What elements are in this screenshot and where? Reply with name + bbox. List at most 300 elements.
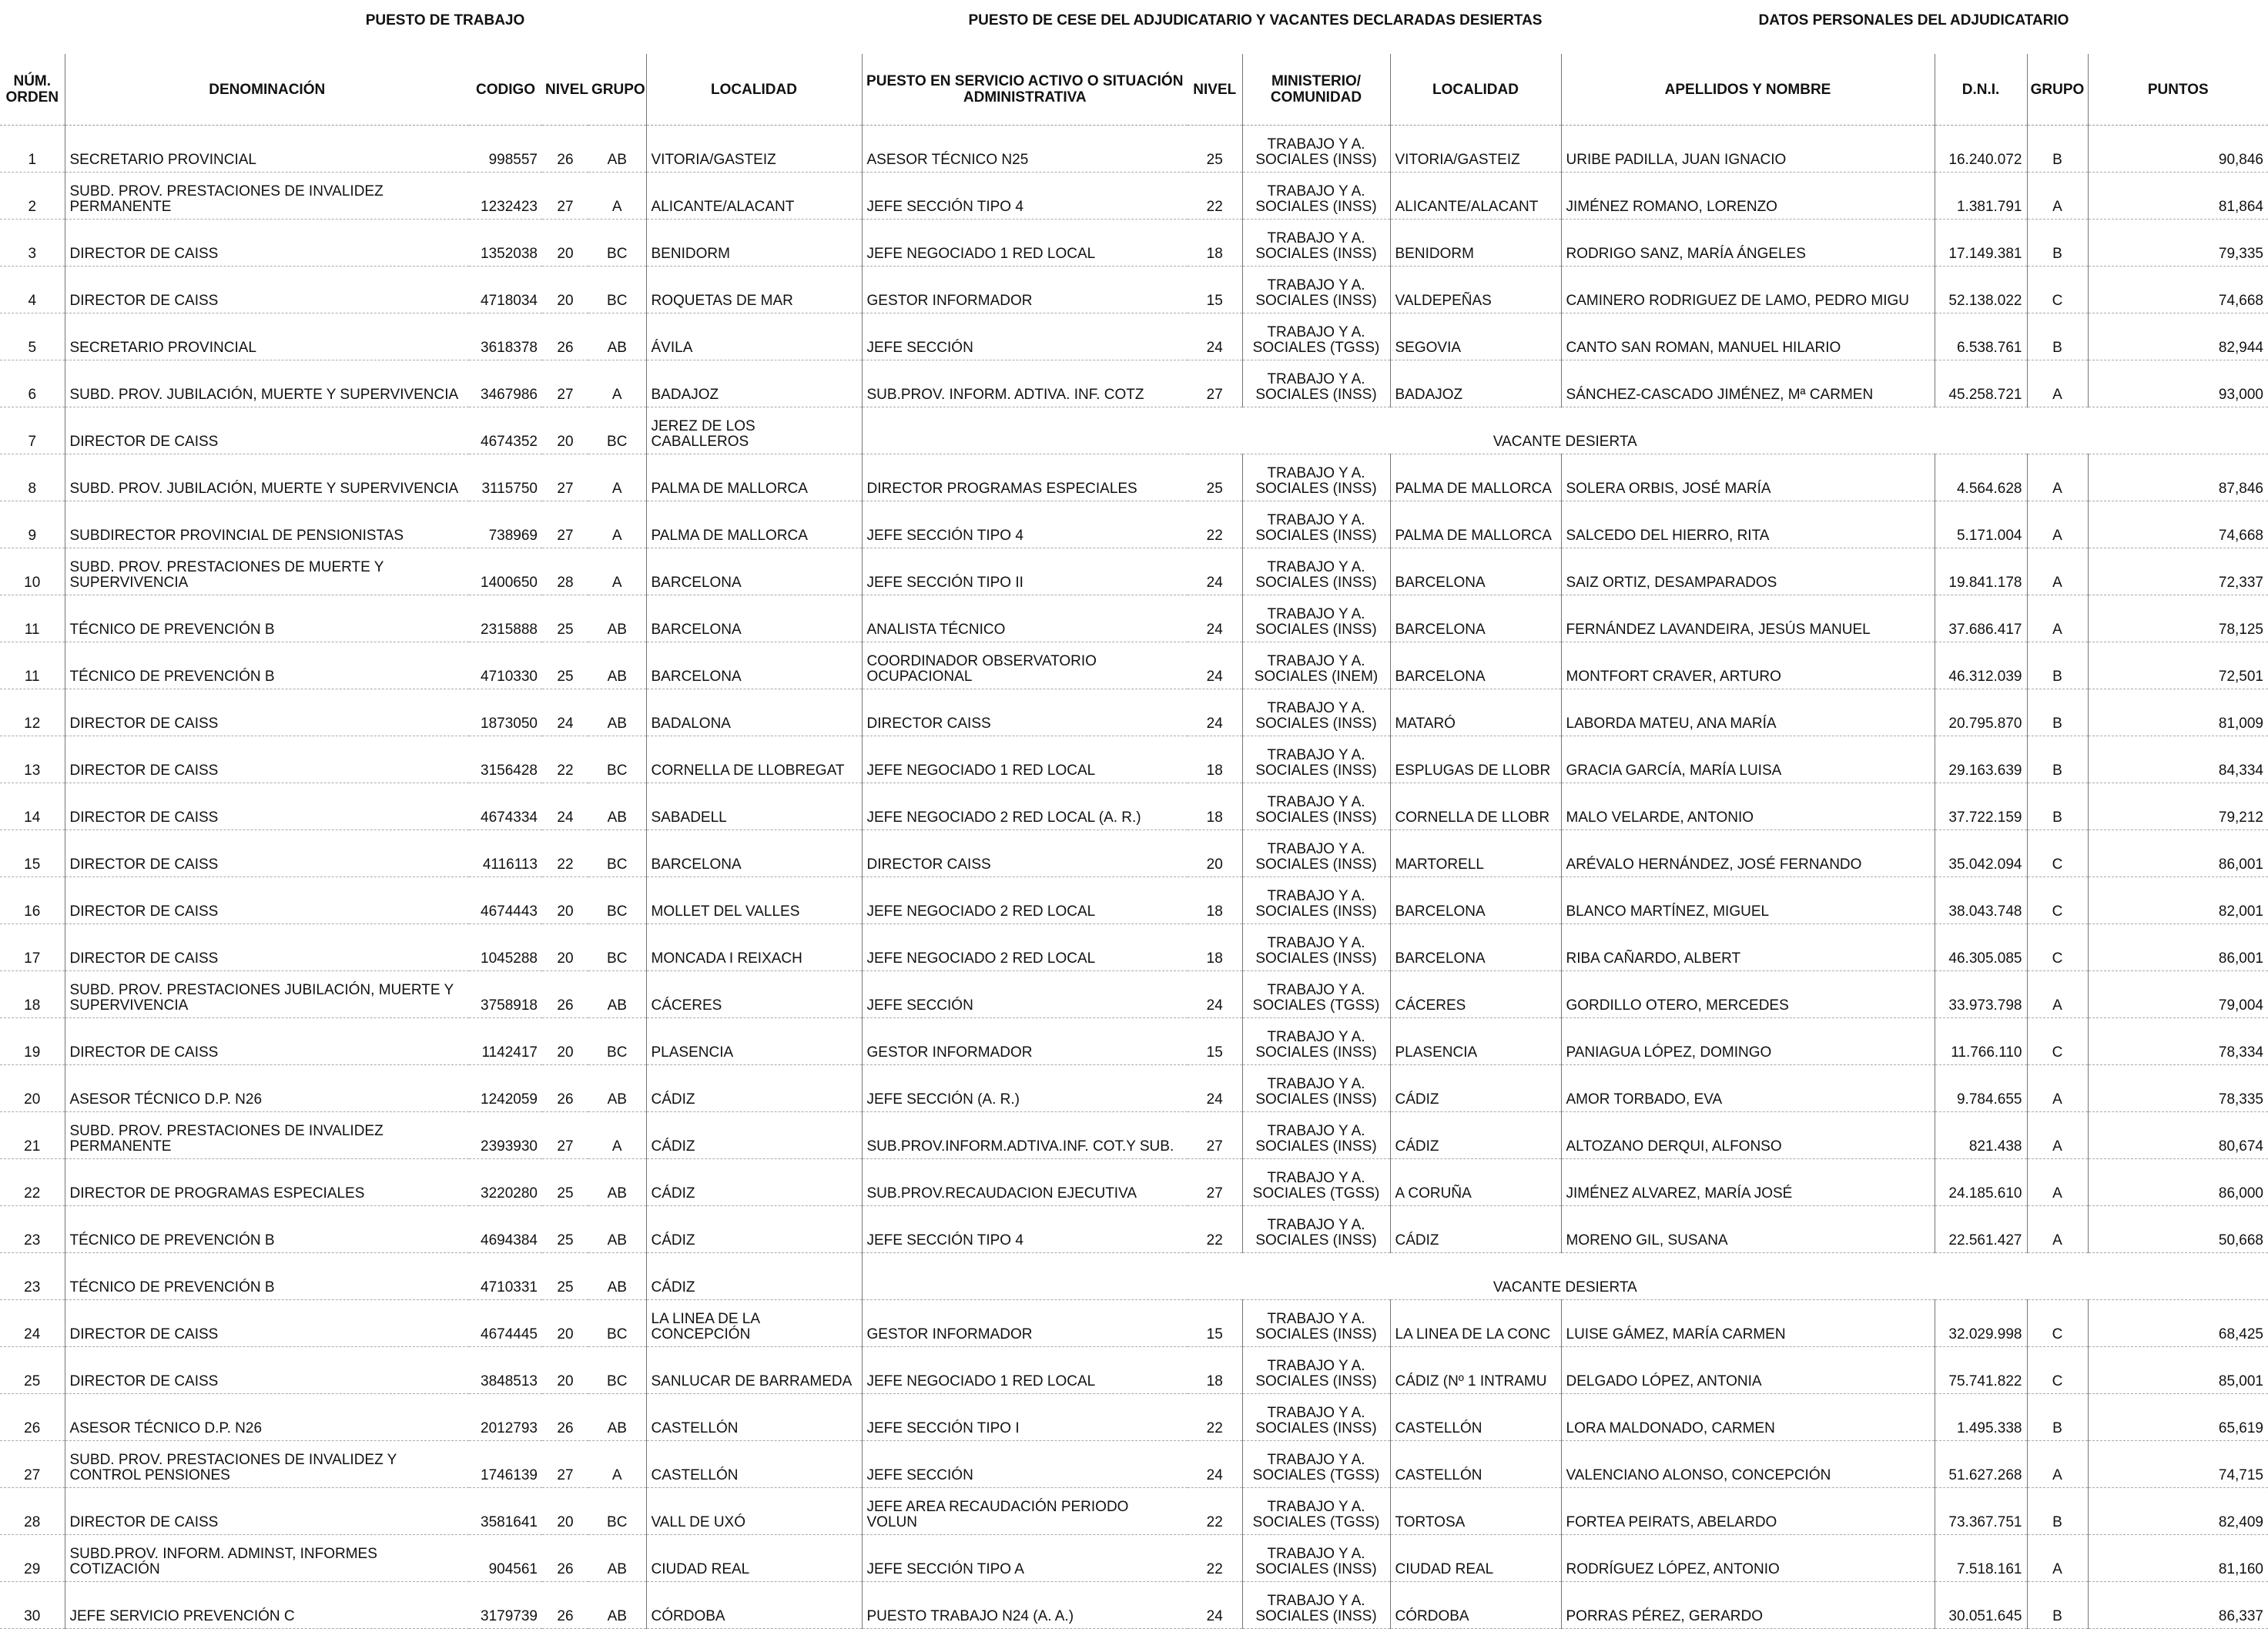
cell-localidad-cese: CÁDIZ: [1390, 1112, 1561, 1159]
cell-dni: 1.495.338: [1935, 1394, 2027, 1441]
cell-puesto-servicio: GESTOR INFORMADOR: [862, 266, 1188, 313]
cell-dni: 1.381.791: [1935, 173, 2027, 220]
cell-grupo-adjudicatario: A: [2027, 1206, 2088, 1253]
cell-localidad-cese: BARCELONA: [1390, 877, 1561, 924]
cell-denominacion: SUBD. PROV. PRESTACIONES JUBILACIÓN, MUERTE Y SUPERVIVENCIA: [65, 971, 469, 1018]
cell-dni: 24.185.610: [1935, 1159, 2027, 1206]
cell-localidad: CIUDAD REAL: [646, 1535, 862, 1582]
cell-codigo: 1045288: [469, 924, 542, 971]
table-row: [0, 173, 2268, 220]
cell-codigo: 3156428: [469, 736, 542, 783]
cell-localidad: ALICANTE/ALACANT: [646, 173, 862, 220]
cell-dni: 32.029.998: [1935, 1300, 2027, 1347]
cell-puntos: 78,125: [2088, 595, 2268, 642]
cell-apellidos-nombre: SÁNCHEZ-CASCADO JIMÉNEZ, Mª CARMEN: [1561, 360, 1935, 407]
cell-grupo-adjudicatario: C: [2027, 1300, 2088, 1347]
table-row: [0, 1159, 2268, 1206]
table-row: [0, 1253, 2268, 1300]
table-body: [0, 126, 2268, 1629]
cell-grupo: AB: [588, 313, 646, 360]
cell-denominacion: TÉCNICO DE PREVENCIÓN B: [65, 595, 469, 642]
cell-puntos: 81,864: [2088, 173, 2268, 220]
cell-num-orden: 22: [0, 1159, 65, 1206]
cell-puesto-servicio: JEFE NEGOCIADO 2 RED LOCAL (A. R.): [862, 783, 1188, 830]
cell-localidad-cese: CÓRDOBA: [1390, 1582, 1561, 1629]
cell-denominacion: ASESOR TÉCNICO D.P. N26: [65, 1394, 469, 1441]
cell-ministerio: TRABAJO Y A. SOCIALES (INSS): [1242, 1112, 1390, 1159]
header-nivel: NIVEL: [542, 54, 588, 126]
cell-nivel: 26: [542, 1065, 588, 1112]
cell-apellidos-nombre: ALTOZANO DERQUI, ALFONSO: [1561, 1112, 1935, 1159]
cell-nivel-cese: 24: [1188, 313, 1242, 360]
cell-dni: 16.240.072: [1935, 126, 2027, 173]
header-dni: D.N.I.: [1935, 54, 2027, 126]
cell-nivel: 26: [542, 1394, 588, 1441]
cell-grupo: BC: [588, 1018, 646, 1065]
cell-localidad: VITORIA/GASTEIZ: [646, 126, 862, 173]
cell-codigo: 3581641: [469, 1488, 542, 1535]
cell-codigo: 2393930: [469, 1112, 542, 1159]
cell-localidad: JEREZ DE LOS CABALLEROS: [646, 407, 862, 454]
cell-codigo: 3179739: [469, 1582, 542, 1629]
cell-ministerio: TRABAJO Y A. SOCIALES (INSS): [1242, 1394, 1390, 1441]
cell-apellidos-nombre: JIMÉNEZ ALVAREZ, MARÍA JOSÉ: [1561, 1159, 1935, 1206]
cell-puesto-servicio: ASESOR TÉCNICO N25: [862, 126, 1188, 173]
cell-nivel-cese: 22: [1188, 501, 1242, 548]
table-row: [0, 1394, 2268, 1441]
cell-codigo: 4710330: [469, 642, 542, 689]
cell-ministerio: TRABAJO Y A. SOCIALES (INSS): [1242, 173, 1390, 220]
cell-codigo: 4116113: [469, 830, 542, 877]
cell-localidad-cese: A CORUÑA: [1390, 1159, 1561, 1206]
cell-puntos: 86,337: [2088, 1582, 2268, 1629]
cell-ministerio: TRABAJO Y A. SOCIALES (TGSS): [1242, 971, 1390, 1018]
table-row: [0, 126, 2268, 173]
cell-puesto-servicio: SUB.PROV.RECAUDACION EJECUTIVA: [862, 1159, 1188, 1206]
cell-grupo-adjudicatario: A: [2027, 595, 2088, 642]
table-row: [0, 689, 2268, 736]
cell-puesto-servicio: GESTOR INFORMADOR: [862, 1018, 1188, 1065]
cell-dni: 20.795.870: [1935, 689, 2027, 736]
cell-denominacion: TÉCNICO DE PREVENCIÓN B: [65, 1206, 469, 1253]
cell-grupo-adjudicatario: B: [2027, 689, 2088, 736]
cell-nivel: 25: [542, 1206, 588, 1253]
cell-nivel: 20: [542, 877, 588, 924]
cell-puntos: 74,668: [2088, 501, 2268, 548]
cell-dni: 46.305.085: [1935, 924, 2027, 971]
cell-num-orden: 30: [0, 1582, 65, 1629]
cell-localidad-cese: ESPLUGAS DE LLOBR: [1390, 736, 1561, 783]
cell-nivel-cese: 20: [1188, 830, 1242, 877]
cell-grupo: BC: [588, 924, 646, 971]
cell-grupo: AB: [588, 126, 646, 173]
cell-localidad: BARCELONA: [646, 642, 862, 689]
cell-nivel: 24: [542, 783, 588, 830]
cell-num-orden: 14: [0, 783, 65, 830]
cell-dni: 52.138.022: [1935, 266, 2027, 313]
cell-dni: 33.973.798: [1935, 971, 2027, 1018]
cell-nivel-cese: 24: [1188, 971, 1242, 1018]
cell-ministerio: TRABAJO Y A. SOCIALES (TGSS): [1242, 1441, 1390, 1488]
cell-localidad: BADAJOZ: [646, 360, 862, 407]
cell-nivel-cese: 18: [1188, 783, 1242, 830]
cell-puntos: 74,668: [2088, 266, 2268, 313]
cell-ministerio: TRABAJO Y A. SOCIALES (INEM): [1242, 642, 1390, 689]
cell-ministerio: TRABAJO Y A. SOCIALES (INSS): [1242, 1065, 1390, 1112]
cell-puntos: 79,004: [2088, 971, 2268, 1018]
cell-grupo: BC: [588, 1488, 646, 1535]
cell-grupo-adjudicatario: C: [2027, 877, 2088, 924]
cell-puesto-servicio: JEFE NEGOCIADO 2 RED LOCAL: [862, 877, 1188, 924]
cell-denominacion: SUBD. PROV. PRESTACIONES DE INVALIDEZ Y CONTROL PENSIONES: [65, 1441, 469, 1488]
cell-localidad: ROQUETAS DE MAR: [646, 266, 862, 313]
table-header-row: [0, 54, 2268, 126]
cell-localidad: BARCELONA: [646, 548, 862, 595]
cell-grupo: AB: [588, 783, 646, 830]
cell-nivel: 27: [542, 1441, 588, 1488]
header-ministerio: MINISTERIO/ COMUNIDAD: [1242, 54, 1390, 126]
cell-codigo: 3848513: [469, 1347, 542, 1394]
table-row: [0, 220, 2268, 266]
cell-dni: 29.163.639: [1935, 736, 2027, 783]
cell-denominacion: DIRECTOR DE PROGRAMAS ESPECIALES: [65, 1159, 469, 1206]
cell-num-orden: 4: [0, 266, 65, 313]
cell-nivel-cese: 15: [1188, 266, 1242, 313]
cell-nivel: 25: [542, 1253, 588, 1300]
cell-localidad-cese: BARCELONA: [1390, 548, 1561, 595]
cell-puntos: 86,001: [2088, 830, 2268, 877]
cell-ministerio: TRABAJO Y A. SOCIALES (TGSS): [1242, 313, 1390, 360]
cell-grupo: AB: [588, 1206, 646, 1253]
cell-localidad-cese: PLASENCIA: [1390, 1018, 1561, 1065]
cell-codigo: 738969: [469, 501, 542, 548]
cell-denominacion: TÉCNICO DE PREVENCIÓN B: [65, 642, 469, 689]
cell-ministerio: TRABAJO Y A. SOCIALES (INSS): [1242, 924, 1390, 971]
cell-nivel-cese: 18: [1188, 220, 1242, 266]
cell-nivel-cese: 24: [1188, 642, 1242, 689]
cell-grupo: A: [588, 454, 646, 501]
cell-puntos: 81,160: [2088, 1535, 2268, 1582]
cell-nivel: 22: [542, 736, 588, 783]
cell-apellidos-nombre: RIBA CAÑARDO, ALBERT: [1561, 924, 1935, 971]
cell-nivel-cese: 22: [1188, 1206, 1242, 1253]
cell-nivel-cese: 27: [1188, 1159, 1242, 1206]
cell-localidad-cese: MARTORELL: [1390, 830, 1561, 877]
cell-nivel: 20: [542, 407, 588, 454]
cell-grupo-adjudicatario: A: [2027, 454, 2088, 501]
cell-nivel: 27: [542, 1112, 588, 1159]
cell-puesto-servicio: DIRECTOR PROGRAMAS ESPECIALES: [862, 454, 1188, 501]
cell-grupo-adjudicatario: B: [2027, 1488, 2088, 1535]
cell-codigo: 3467986: [469, 360, 542, 407]
cell-localidad-cese: ALICANTE/ALACANT: [1390, 173, 1561, 220]
header-apellidos-nombre: APELLIDOS Y NOMBRE: [1561, 54, 1935, 126]
cell-ministerio: TRABAJO Y A. SOCIALES (INSS): [1242, 877, 1390, 924]
cell-num-orden: 3: [0, 220, 65, 266]
cell-num-orden: 16: [0, 877, 65, 924]
cell-dni: 5.171.004: [1935, 501, 2027, 548]
cell-ministerio: TRABAJO Y A. SOCIALES (INSS): [1242, 1300, 1390, 1347]
cell-puntos: 82,001: [2088, 877, 2268, 924]
cell-grupo: BC: [588, 1347, 646, 1394]
cell-denominacion: SECRETARIO PROVINCIAL: [65, 126, 469, 173]
cell-nivel: 25: [542, 595, 588, 642]
cell-apellidos-nombre: RODRIGO SANZ, MARÍA ÁNGELES: [1561, 220, 1935, 266]
cell-dni: 35.042.094: [1935, 830, 2027, 877]
cell-codigo: 1232423: [469, 173, 542, 220]
cell-grupo-adjudicatario: A: [2027, 360, 2088, 407]
cell-denominacion: DIRECTOR DE CAISS: [65, 689, 469, 736]
cell-localidad: CÁCERES: [646, 971, 862, 1018]
cell-localidad-cese: CÁDIZ: [1390, 1065, 1561, 1112]
header-grupo-adjudicatario: GRUPO: [2027, 54, 2088, 126]
cell-puntos: 87,846: [2088, 454, 2268, 501]
cell-apellidos-nombre: VALENCIANO ALONSO, CONCEPCIÓN: [1561, 1441, 1935, 1488]
cell-denominacion: DIRECTOR DE CAISS: [65, 1347, 469, 1394]
cell-puesto-servicio: JEFE SECCIÓN (A. R.): [862, 1065, 1188, 1112]
cell-nivel-cese: 18: [1188, 924, 1242, 971]
cell-localidad: LA LINEA DE LA CONCEPCIÓN: [646, 1300, 862, 1347]
cell-dni: 51.627.268: [1935, 1441, 2027, 1488]
cell-nivel: 28: [542, 548, 588, 595]
cell-grupo-adjudicatario: C: [2027, 924, 2088, 971]
cell-num-orden: 28: [0, 1488, 65, 1535]
cell-grupo: BC: [588, 266, 646, 313]
cell-codigo: 1352038: [469, 220, 542, 266]
table-row: [0, 1347, 2268, 1394]
cell-localidad-cese: MATARÓ: [1390, 689, 1561, 736]
cell-denominacion: DIRECTOR DE CAISS: [65, 220, 469, 266]
table-row: [0, 360, 2268, 407]
cell-dni: 37.722.159: [1935, 783, 2027, 830]
cell-grupo-adjudicatario: A: [2027, 173, 2088, 220]
cell-puesto-servicio: JEFE SECCIÓN TIPO 4: [862, 1206, 1188, 1253]
cell-puesto-servicio: JEFE NEGOCIADO 2 RED LOCAL: [862, 924, 1188, 971]
table-row: [0, 1582, 2268, 1629]
cell-puesto-servicio: JEFE SECCIÓN: [862, 1441, 1188, 1488]
cell-puntos: 85,001: [2088, 1347, 2268, 1394]
cell-grupo-adjudicatario: A: [2027, 1441, 2088, 1488]
cell-denominacion: DIRECTOR DE CAISS: [65, 266, 469, 313]
cell-localidad: CÓRDOBA: [646, 1582, 862, 1629]
cell-num-orden: 23: [0, 1206, 65, 1253]
cell-grupo-adjudicatario: B: [2027, 1582, 2088, 1629]
cell-denominacion: SUBD.PROV. INFORM. ADMINST, INFORMES COTIZACIÓN: [65, 1535, 469, 1582]
cell-apellidos-nombre: MONTFORT CRAVER, ARTURO: [1561, 642, 1935, 689]
cell-puntos: 86,001: [2088, 924, 2268, 971]
cell-grupo-adjudicatario: B: [2027, 220, 2088, 266]
cell-localidad-cese: BARCELONA: [1390, 595, 1561, 642]
cell-grupo-adjudicatario: B: [2027, 313, 2088, 360]
adjudicaciones-table: [0, 54, 2268, 1629]
cell-grupo-adjudicatario: A: [2027, 1535, 2088, 1582]
cell-puntos: 84,334: [2088, 736, 2268, 783]
cell-denominacion: SUBD. PROV. JUBILACIÓN, MUERTE Y SUPERVIVENCIA: [65, 360, 469, 407]
cell-ministerio: TRABAJO Y A. SOCIALES (INSS): [1242, 1582, 1390, 1629]
cell-grupo: AB: [588, 1065, 646, 1112]
cell-nivel: 24: [542, 689, 588, 736]
cell-ministerio: TRABAJO Y A. SOCIALES (INSS): [1242, 689, 1390, 736]
cell-apellidos-nombre: LORA MALDONADO, CARMEN: [1561, 1394, 1935, 1441]
cell-nivel: 20: [542, 1300, 588, 1347]
table-row: [0, 877, 2268, 924]
cell-localidad-cese: VITORIA/GASTEIZ: [1390, 126, 1561, 173]
cell-grupo: AB: [588, 971, 646, 1018]
cell-ministerio: TRABAJO Y A. SOCIALES (TGSS): [1242, 1159, 1390, 1206]
table-row: [0, 1112, 2268, 1159]
cell-nivel-cese: 22: [1188, 1394, 1242, 1441]
cell-apellidos-nombre: CAMINERO RODRIGUEZ DE LAMO, PEDRO MIGU: [1561, 266, 1935, 313]
cell-localidad-cese: BENIDORM: [1390, 220, 1561, 266]
table-row: [0, 313, 2268, 360]
cell-apellidos-nombre: MORENO GIL, SUSANA: [1561, 1206, 1935, 1253]
cell-puntos: 78,334: [2088, 1018, 2268, 1065]
cell-dni: 38.043.748: [1935, 877, 2027, 924]
cell-codigo: 1242059: [469, 1065, 542, 1112]
cell-localidad: BADALONA: [646, 689, 862, 736]
cell-grupo-adjudicatario: C: [2027, 266, 2088, 313]
cell-num-orden: 15: [0, 830, 65, 877]
cell-localidad-cese: PALMA DE MALLORCA: [1390, 501, 1561, 548]
header-puesto-servicio: PUESTO EN SERVICIO ACTIVO O SITUACIÓN ADMINISTRATIVA: [862, 54, 1188, 126]
cell-apellidos-nombre: LUISE GÁMEZ, MARÍA CARMEN: [1561, 1300, 1935, 1347]
cell-grupo: BC: [588, 220, 646, 266]
cell-grupo-adjudicatario: B: [2027, 126, 2088, 173]
cell-apellidos-nombre: URIBE PADILLA, JUAN IGNACIO: [1561, 126, 1935, 173]
header-grupo: GRUPO: [588, 54, 646, 126]
cell-denominacion: SUBD. PROV. PRESTACIONES DE INVALIDEZ PERMANENTE: [65, 1112, 469, 1159]
cell-apellidos-nombre: FERNÁNDEZ LAVANDEIRA, JESÚS MANUEL: [1561, 595, 1935, 642]
cell-localidad-cese: CÁDIZ (Nº 1 INTRAMU: [1390, 1347, 1561, 1394]
cell-grupo-adjudicatario: B: [2027, 1394, 2088, 1441]
cell-dni: 30.051.645: [1935, 1582, 2027, 1629]
cell-puntos: 86,000: [2088, 1159, 2268, 1206]
cell-grupo-adjudicatario: A: [2027, 501, 2088, 548]
header-num-orden: NÚM. ORDEN: [0, 54, 65, 126]
cell-puesto-servicio: SUB.PROV. INFORM. ADTIVA. INF. COTZ: [862, 360, 1188, 407]
cell-grupo-adjudicatario: B: [2027, 736, 2088, 783]
header-localidad-cese: LOCALIDAD: [1390, 54, 1561, 126]
cell-ministerio: TRABAJO Y A. SOCIALES (INSS): [1242, 783, 1390, 830]
cell-apellidos-nombre: SOLERA ORBIS, JOSÉ MARÍA: [1561, 454, 1935, 501]
cell-codigo: 2012793: [469, 1394, 542, 1441]
cell-ministerio: TRABAJO Y A. SOCIALES (INSS): [1242, 1535, 1390, 1582]
cell-localidad: CÁDIZ: [646, 1253, 862, 1300]
cell-denominacion: DIRECTOR DE CAISS: [65, 924, 469, 971]
cell-nivel-cese: 27: [1188, 1112, 1242, 1159]
cell-localidad-cese: BARCELONA: [1390, 642, 1561, 689]
cell-nivel: 26: [542, 126, 588, 173]
section-title-puesto: PUESTO DE TRABAJO: [365, 12, 525, 28]
cell-apellidos-nombre: FORTEA PEIRATS, ABELARDO: [1561, 1488, 1935, 1535]
cell-puntos: 90,846: [2088, 126, 2268, 173]
cell-grupo: BC: [588, 830, 646, 877]
cell-grupo: AB: [588, 1582, 646, 1629]
cell-grupo: A: [588, 501, 646, 548]
cell-grupo: A: [588, 360, 646, 407]
cell-denominacion: SUBDIRECTOR PROVINCIAL DE PENSIONISTAS: [65, 501, 469, 548]
cell-puesto-servicio: PUESTO TRABAJO N24 (A. A.): [862, 1582, 1188, 1629]
cell-denominacion: DIRECTOR DE CAISS: [65, 1488, 469, 1535]
cell-ministerio: TRABAJO Y A. SOCIALES (TGSS): [1242, 1488, 1390, 1535]
cell-codigo: 4674352: [469, 407, 542, 454]
cell-apellidos-nombre: CANTO SAN ROMAN, MANUEL HILARIO: [1561, 313, 1935, 360]
cell-localidad: PLASENCIA: [646, 1018, 862, 1065]
cell-grupo-adjudicatario: B: [2027, 783, 2088, 830]
cell-dni: 17.149.381: [1935, 220, 2027, 266]
cell-ministerio: TRABAJO Y A. SOCIALES (INSS): [1242, 126, 1390, 173]
cell-dni: 821.438: [1935, 1112, 2027, 1159]
cell-ministerio: TRABAJO Y A. SOCIALES (INSS): [1242, 548, 1390, 595]
cell-ministerio: TRABAJO Y A. SOCIALES (INSS): [1242, 595, 1390, 642]
cell-localidad: PALMA DE MALLORCA: [646, 454, 862, 501]
cell-puesto-servicio: ANALISTA TÉCNICO: [862, 595, 1188, 642]
table-row: [0, 736, 2268, 783]
cell-puesto-servicio: SUB.PROV.INFORM.ADTIVA.INF. COT.Y SUB.: [862, 1112, 1188, 1159]
cell-ministerio: TRABAJO Y A. SOCIALES (INSS): [1242, 454, 1390, 501]
cell-localidad-cese: CASTELLÓN: [1390, 1394, 1561, 1441]
cell-apellidos-nombre: BLANCO MARTÍNEZ, MIGUEL: [1561, 877, 1935, 924]
cell-num-orden: 25: [0, 1347, 65, 1394]
cell-dni: 19.841.178: [1935, 548, 2027, 595]
cell-codigo: 2315888: [469, 595, 542, 642]
cell-nivel: 27: [542, 173, 588, 220]
cell-codigo: 4674443: [469, 877, 542, 924]
cell-dni: 37.686.417: [1935, 595, 2027, 642]
cell-localidad: MOLLET DEL VALLES: [646, 877, 862, 924]
cell-num-orden: 11: [0, 642, 65, 689]
cell-apellidos-nombre: SAIZ ORTIZ, DESAMPARADOS: [1561, 548, 1935, 595]
cell-denominacion: JEFE SERVICIO PREVENCIÓN C: [65, 1582, 469, 1629]
cell-denominacion: SUBD. PROV. PRESTACIONES DE MUERTE Y SUPERVIVENCIA: [65, 548, 469, 595]
cell-num-orden: 18: [0, 971, 65, 1018]
cell-grupo-adjudicatario: C: [2027, 830, 2088, 877]
cell-localidad-cese: CASTELLÓN: [1390, 1441, 1561, 1488]
cell-num-orden: 7: [0, 407, 65, 454]
table-row: [0, 1535, 2268, 1582]
header-localidad: LOCALIDAD: [646, 54, 862, 126]
cell-num-orden: 11: [0, 595, 65, 642]
header-codigo: CODIGO: [469, 54, 542, 126]
cell-grupo: BC: [588, 1300, 646, 1347]
cell-nivel: 27: [542, 454, 588, 501]
cell-ministerio: TRABAJO Y A. SOCIALES (INSS): [1242, 220, 1390, 266]
cell-puesto-servicio: JEFE NEGOCIADO 1 RED LOCAL: [862, 220, 1188, 266]
cell-grupo-adjudicatario: C: [2027, 1347, 2088, 1394]
cell-dni: 22.561.427: [1935, 1206, 2027, 1253]
cell-codigo: 3618378: [469, 313, 542, 360]
cell-codigo: 904561: [469, 1535, 542, 1582]
header-nivel-cese: NIVEL: [1188, 54, 1242, 126]
cell-codigo: 1746139: [469, 1441, 542, 1488]
cell-num-orden: 9: [0, 501, 65, 548]
cell-grupo: AB: [588, 1394, 646, 1441]
cell-puntos: 72,501: [2088, 642, 2268, 689]
cell-apellidos-nombre: DELGADO LÓPEZ, ANTONIA: [1561, 1347, 1935, 1394]
cell-dni: 46.312.039: [1935, 642, 2027, 689]
cell-puesto-servicio: JEFE SECCIÓN TIPO A: [862, 1535, 1188, 1582]
cell-nivel-cese: 24: [1188, 1582, 1242, 1629]
table-row: [0, 1488, 2268, 1535]
cell-grupo-adjudicatario: C: [2027, 1018, 2088, 1065]
cell-ministerio: TRABAJO Y A. SOCIALES (INSS): [1242, 736, 1390, 783]
cell-grupo: BC: [588, 736, 646, 783]
cell-codigo: 4694384: [469, 1206, 542, 1253]
cell-codigo: 998557: [469, 126, 542, 173]
cell-dni: 11.766.110: [1935, 1018, 2027, 1065]
cell-grupo: A: [588, 548, 646, 595]
cell-denominacion: SUBD. PROV. JUBILACIÓN, MUERTE Y SUPERVIVENCIA: [65, 454, 469, 501]
